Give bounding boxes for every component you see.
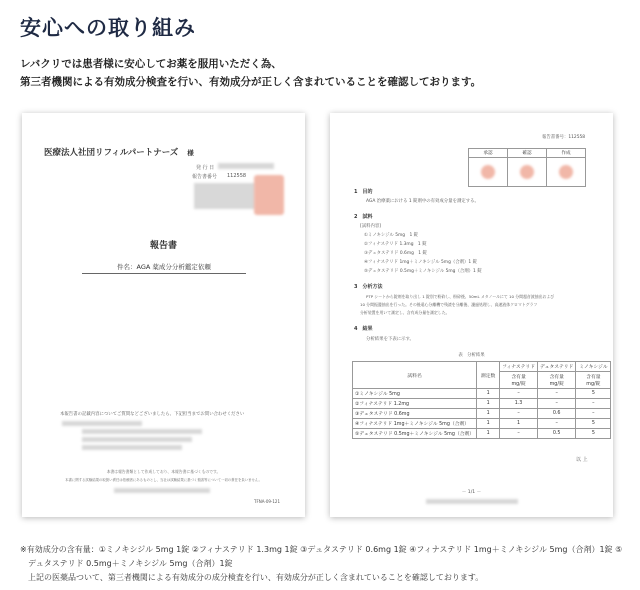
col-header-count: 測定数 <box>477 362 500 389</box>
cell-sample: ①ミノキシジル 5mg <box>353 389 477 399</box>
col-header-dutasteride: デュタステリド <box>538 362 576 372</box>
cell-count: 1 <box>477 399 500 409</box>
intro-line-2: 第三者機関による有効成分検査を行い、有効成分が正しく含まれていることを確認しております。 <box>20 76 482 88</box>
company-address-redacted <box>194 183 256 209</box>
cell-count: 1 <box>477 409 500 419</box>
inquiry-note: 本報告書の記載内容についてご質問などございましたら、下記担当までお問い合わせください <box>60 412 245 417</box>
cell-dutasteride: – <box>538 389 576 399</box>
cell-count: 1 <box>477 389 500 399</box>
report-no-label: 報告書番号 <box>192 174 218 180</box>
cell-count: 1 <box>477 429 500 439</box>
subhead-content: 含有量 <box>586 375 601 380</box>
table-row <box>353 419 611 429</box>
col-subheader-dutasteride <box>538 372 576 389</box>
section-1-title: 1 目的 <box>354 189 373 195</box>
report-no-line: 報告書番号：112558 <box>542 135 586 140</box>
cell-finasteride: – <box>500 389 538 399</box>
cell-sample: ④フィナステリド 1mg＋ミノキシジル 5mg（合剤） <box>353 419 477 429</box>
table-row <box>353 409 611 419</box>
footnote-line-2: デュタステリド 0.5mg＋ミノキシジル 5mg（合剤）1錠 <box>28 559 233 568</box>
stamp-seal-1 <box>481 165 495 179</box>
section-3-body-3: 分析装置を用いて測定し、含有成分量を測定した。 <box>360 310 450 315</box>
issue-date-label: 発 行 日 <box>196 165 215 171</box>
cell-count: 1 <box>477 419 500 429</box>
cell-minoxidil: – <box>576 409 611 419</box>
subhead-unit: mg/錠 <box>511 382 526 387</box>
cell-minoxidil: 5 <box>576 429 611 439</box>
col-subheader-finasteride <box>500 372 538 389</box>
table-row <box>353 399 611 409</box>
cell-finasteride: 1 <box>500 419 538 429</box>
stamp-seal-2 <box>520 165 534 179</box>
contact-redacted-4 <box>82 445 182 450</box>
page-title: 安心への取り組み <box>20 16 196 40</box>
section-3-title: 3 分析方法 <box>354 284 383 290</box>
contact-redacted-2 <box>82 429 202 434</box>
subhead-unit: mg/錠 <box>549 382 564 387</box>
report-no: 112558 <box>227 173 247 179</box>
intro-text <box>20 55 481 91</box>
addressee-honorific: 様 <box>187 149 194 157</box>
footnote-line-1: ※有効成分の含有量：①ミノキシジル 5mg 1錠 ②フィナステリド 1.3mg 1錠 ③デュタステリド 0.6mg 1錠 ④フィナステリド 1mg＋ミノキシジル 5mg（合剤）1錠 ⑤ <box>20 545 623 554</box>
report-title: 報告書 <box>149 241 177 251</box>
company-seal <box>254 175 284 215</box>
approval-stamps <box>468 148 586 187</box>
end-mark: 以 上 <box>576 457 588 463</box>
cell-finasteride: – <box>500 409 538 419</box>
issue-date-redacted <box>218 163 274 169</box>
col-header-minoxidil: ミノキシジル <box>576 362 611 372</box>
footer-note-1: 本書は報告書類として作成しており、本報告書に基づくものです。 <box>106 469 221 474</box>
stamp-seal-3 <box>559 165 573 179</box>
form-code: TFNA-09-121 <box>254 499 280 504</box>
cell-dutasteride: – <box>538 399 576 409</box>
section-1-body: AGA 治療薬における 1 錠剤中の有効成分量を測定する。 <box>366 199 479 204</box>
company-name-redacted <box>426 499 518 504</box>
addressee <box>44 146 194 158</box>
col-header-finasteride: フィナステリド <box>500 362 538 372</box>
table-row <box>353 389 611 399</box>
cell-finasteride: 1.3 <box>500 399 538 409</box>
subhead-content: 含有量 <box>511 375 526 380</box>
footnote-line-3: 上記の医薬品ついて、第三者機関による有効成分の成分検査を行い、有効成分が正しく含まれていることを確認しております。 <box>28 573 484 582</box>
footer-note-2: 本書に関する試験結果の取扱い責任は依頼者にあるものとし、当社は試験結果に基づく損害等について一切の責任を負いません。 <box>65 478 262 482</box>
table-caption: 表 分析結果 <box>458 353 485 358</box>
subhead-unit: mg/錠 <box>586 382 601 387</box>
report-subject: 件名：AGA 薬成分分析鑑定依頼 <box>82 262 246 274</box>
sample-item-2: ②フィナステリド 1.3mg 1 錠 <box>364 242 427 247</box>
cell-sample: ⑤デュタステリド 0.5mg＋ミノキシジル 5mg（合剤） <box>353 429 477 439</box>
sample-item-3: ③デュタステリド 0.6mg 1 錠 <box>364 251 427 256</box>
page-number: － 1/1 － <box>461 490 482 495</box>
cell-sample: ③デュタステリド 0.6mg <box>353 409 477 419</box>
section-2-head: [試料内容] <box>360 224 381 229</box>
contact-redacted-1 <box>62 421 142 426</box>
cell-minoxidil: – <box>576 399 611 409</box>
footnote <box>20 543 630 585</box>
stamp-label-confirm: 確認 <box>508 149 547 158</box>
results-table <box>352 361 611 439</box>
sample-item-4: ④フィナステリド 1mg＋ミノキシジル 5mg（合剤）1 錠 <box>364 260 477 265</box>
cell-dutasteride: 0.6 <box>538 409 576 419</box>
analysis-result-document <box>330 113 613 517</box>
section-2-title: 2 試料 <box>354 214 373 220</box>
stamp-label-approve: 承認 <box>469 149 508 158</box>
section-4-body: 分析結果を下表に示す。 <box>366 337 414 342</box>
stamp-label-create: 作成 <box>547 149 586 158</box>
subhead-content: 含有量 <box>549 375 564 380</box>
cell-sample: ②フィナステリド 1.2mg <box>353 399 477 409</box>
table-row <box>353 429 611 439</box>
cell-minoxidil: 5 <box>576 419 611 429</box>
col-subheader-minoxidil <box>576 372 611 389</box>
company-name-redacted <box>114 488 210 493</box>
cell-finasteride: – <box>500 429 538 439</box>
sample-item-5: ⑤デュタステリド 0.5mg＋ミノキシジル 5mg（合剤）1 錠 <box>364 269 482 274</box>
addressee-name: 医療法人社団リフィルパートナーズ <box>44 148 179 158</box>
report-cover-document <box>22 113 305 517</box>
cell-dutasteride: – <box>538 419 576 429</box>
intro-line-1: レバクリでは患者様に安心してお薬を服用いただく為、 <box>20 58 282 70</box>
sample-item-1: ①ミノキシジル 5mg 1 錠 <box>364 233 419 238</box>
contact-redacted-3 <box>82 437 192 442</box>
section-3-body-2: 10 分間振盪抽出を行った。その後遠心分離機で残渣を分離後、濾過処理し、高速液体クロマトグラフ <box>360 302 538 307</box>
section-3-body-1: PTP シートから錠剤を取り出し 1 錠別で粉砕し、粉砕後、50mL メタノールにて 10 分間超音波抽出および <box>366 294 555 299</box>
cell-dutasteride: 0.5 <box>538 429 576 439</box>
section-4-title: 4 結果 <box>354 326 373 332</box>
cell-minoxidil: 5 <box>576 389 611 399</box>
col-header-sample: 試料名 <box>353 362 477 389</box>
